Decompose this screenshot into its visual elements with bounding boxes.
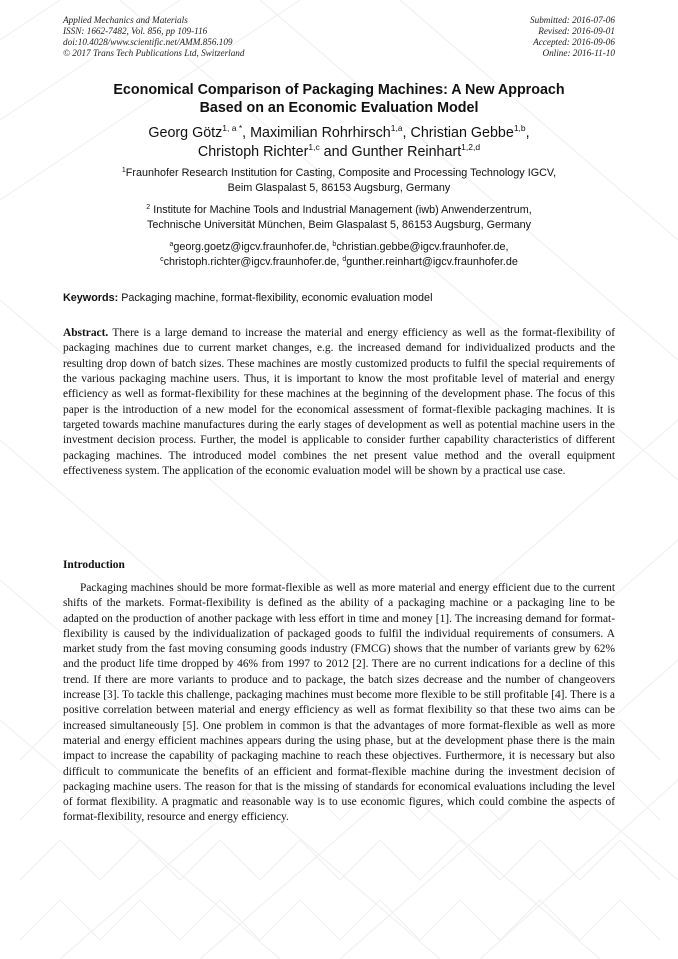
- email-link[interactable]: gunther.reinhart@igcv.fraunhofer.de: [346, 256, 518, 268]
- author-affiliation-mark: 1,c: [308, 142, 320, 152]
- email-line-2: [40, 255, 638, 270]
- email-mark: b: [332, 241, 337, 248]
- affiliation-2-line-1: [40, 203, 638, 218]
- author-name: Georg Götz: [148, 125, 223, 141]
- online-date: Online: 2016-11-10: [542, 48, 615, 58]
- author-line-2: [40, 143, 638, 162]
- affiliation-1: [40, 166, 638, 196]
- keywords-label: Keywords:: [63, 292, 119, 304]
- affiliation-mark: 1: [121, 167, 126, 174]
- affiliation-2: [40, 203, 638, 233]
- abstract-text: There is a large demand to increase the material and energy efficiency as well as the format-flexibility of packaging machines due to current market changes, e.g. the increased demand for individualized products and the resulting drop down of batch sizes. These machines are mostly customized products to fulfil the special requirements of the various packaging machine users. Thus, it is important to know the most profitable level of material and energy efficiency as well as format-flexibility for these machines at the beginning of the development phase. The focus of this paper is the introduction of a new model for the economical assessment of format-flexible packaging machines. It is targeted towards machine manufactures during the early stages of development as well as potential machine users in the investment decision process. Further, the model is applicable to consider further capability characteristics of different packaging machines. The introduced model combines the net present value method and the overall equipment effectiveness system. The application of the economic evaluation model will be shown by a practical use case.: [63, 327, 615, 478]
- revised-date: Revised: 2016-09-01: [538, 26, 615, 36]
- affiliation-1-line-1: [40, 166, 638, 181]
- author-affiliation-mark: 1,a: [390, 123, 403, 133]
- copyright-line: © 2017 Trans Tech Publications Ltd, Switzerland: [63, 48, 245, 58]
- section-heading-introduction: Introduction: [63, 559, 125, 571]
- author-separator: ,: [525, 125, 530, 141]
- abstract: [63, 326, 615, 479]
- title-line-1: Economical Comparison of Packaging Machines: A New Approach: [113, 82, 565, 98]
- email-link[interactable]: christian.gebbe@igcv.fraunhofer.de,: [336, 241, 509, 253]
- author-list: [40, 124, 638, 162]
- issn-line: ISSN: 1662-7482, Vol. 856, pp 109-116: [63, 26, 208, 36]
- author-name: , Maximilian Rohrhirsch: [242, 125, 391, 141]
- submission-dates: [530, 15, 615, 59]
- author-affiliation-mark: 1, a *: [222, 123, 243, 133]
- affiliation-text: Fraunhofer Research Institution for Casting, Composite and Processing Technology IGCV,: [125, 167, 557, 179]
- email-mark: a: [169, 241, 174, 248]
- email-mark: d: [342, 256, 347, 263]
- author-affiliation-mark: 1,2,d: [461, 142, 481, 152]
- author-name: and Gunther Reinhart: [319, 144, 462, 160]
- accepted-date: Accepted: 2016-09-06: [533, 37, 615, 47]
- author-name: , Christian Gebbe: [402, 125, 514, 141]
- journal-name: Applied Mechanics and Materials: [63, 15, 188, 25]
- author-affiliation-mark: 1,b: [513, 123, 526, 133]
- affiliation-text: Institute for Machine Tools and Industrial Management (iwb) Anwenderzentrum,: [150, 204, 532, 216]
- affiliation-2-line-2: Technische Universität München, Beim Glaspalast 5, 86153 Augsburg, Germany: [146, 219, 532, 231]
- submitted-date: Submitted: 2016-07-06: [530, 15, 615, 25]
- title-line-2: Based on an Economic Evaluation Model: [199, 100, 479, 116]
- author-name: Christoph Richter: [197, 144, 309, 160]
- affiliation-1-line-2: Beim Glaspalast 5, 86153 Augsburg, Germany: [227, 182, 451, 194]
- doi-line[interactable]: doi:10.4028/www.scientific.net/AMM.856.109: [63, 37, 233, 47]
- paper-title: [40, 81, 638, 117]
- author-line-1: [40, 124, 638, 143]
- journal-info: [63, 15, 244, 59]
- email-link[interactable]: christoph.richter@igcv.fraunhofer.de,: [163, 256, 343, 268]
- author-emails: [40, 240, 638, 270]
- affiliation-mark: 2: [146, 204, 151, 211]
- keywords-text: Packaging machine, format-flexibility, economic evaluation model: [118, 292, 433, 304]
- email-line-1: [40, 240, 638, 255]
- introduction-paragraph: Packaging machines should be more format-flexible as well as more material and energy efficient due to the current shifts of the markets. Format-flexibility is defined as the ability of a packaging machine or a packaging line to be adapted on the production of another package with less effort in time and money [1]. The increasing demand for format-flexibility is caused by the individualization of packaged goods to fulfil the individual requirements of consumers. A market study from the fast moving consuming goods industry (FMCG) shows that the number of variants grew by 62% and the product life time dropped by 46% from 1997 to 2012 [2]. There are no current indications for a decline of this trend. If there are more variants to produce and to package, the batch sizes decrease and the number of changeovers increase [3]. To tackle this challenge, packaging machines must become more flexible to be still profitable [4]. There is a positive correlation between material and energy efficiency as well as format flexibility so that these two aims can be increased simultaneously [5]. One problem in common is that the advantages of more format-flexible as well as more material and energy efficient machines appears during the using phase, but at the development phase there is the main impact to increase the capability of packaging machine to reach these objectives. Furthermore, it is necessary but also difficult to communicate the benefits of an efficient and format-flexible machine during the investment decision of packaging machine users. The reason for that is the missing of standards for economical evaluations including the level of format flexibility. A pragmatic and reasonable way is to use economic figures, which could combine the aspects of format-flexibility, resource and energy efficiency.: [63, 582, 615, 824]
- email-link[interactable]: georg.goetz@igcv.fraunhofer.de,: [173, 241, 333, 253]
- email-mark: c: [160, 256, 164, 263]
- keywords: [63, 291, 615, 305]
- abstract-label: Abstract.: [63, 327, 109, 339]
